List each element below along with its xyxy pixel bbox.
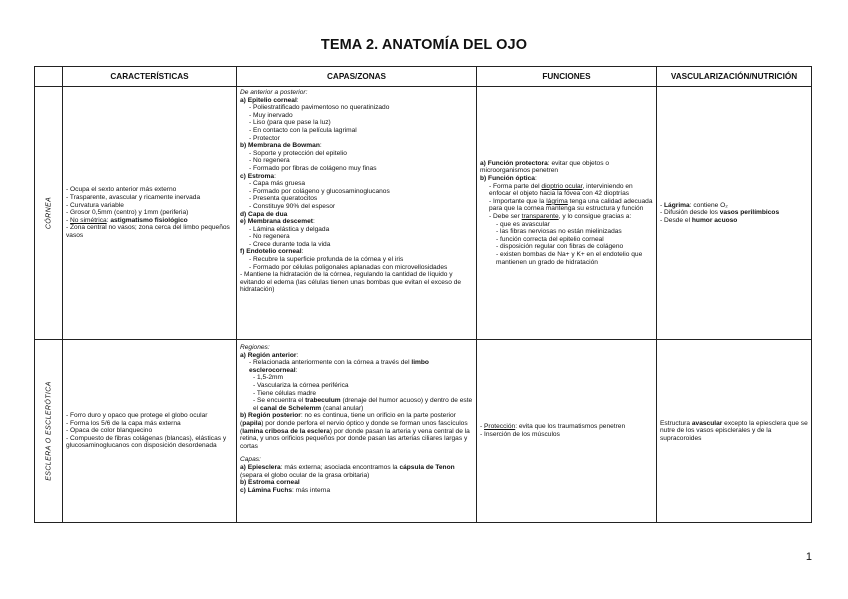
header-vascularizacion: VASCULARIZACIÓN/NUTRICIÓN [657, 67, 812, 87]
list-item: - Lágrima: contiene O₂ [660, 201, 728, 209]
list-item: - Liso (para que pase la luz) [249, 119, 331, 127]
list-item: - Opaca de color blanquecino [66, 427, 153, 435]
list-item: a) Función protectora: evitar que objetos o microorganismos penetren [480, 159, 609, 175]
page-number: 1 [805, 551, 812, 563]
list-item: - Crece durante toda la vida [249, 240, 331, 248]
list-item: - Inserción de los músculos [480, 431, 560, 438]
list-item: - Importante que la lágrima tenga una calidad adecuada para que la cornea mantenga su estructura y función [489, 197, 653, 213]
list-item: - Vasculariza la córnea periférica [253, 381, 349, 389]
list-item: - Zona central no vasos; zona cerca del limbo pequeños vasos [66, 224, 230, 239]
list-item: b) Estroma corneal [240, 479, 300, 487]
list-item: - Recubre la superficie profunda de la córnea y el iris [249, 256, 404, 264]
capa-heading: d) Capa de dua [240, 210, 288, 218]
list-item: - Trasparente, avascular y ricamente inervada [66, 194, 201, 202]
esclera-caracteristicas [63, 340, 237, 523]
list-item: Estructura avascular excepto la epiesclera que se nutre de los vasos episclerales y de la supracoroides [660, 419, 808, 442]
list-item: - Tiene células madre [253, 389, 317, 397]
esclera-label-cell [35, 340, 63, 523]
list-item: c) Lámina Fuchs: más interna [240, 486, 331, 494]
list-item: - Formado por colágeno y glucosaminoglucanos [249, 187, 390, 195]
cornea-funciones [477, 87, 657, 340]
page-title: TEMA 2. ANATOMÍA DEL OJO [320, 37, 528, 53]
list-item: - función correcta del epitelio corneal [496, 235, 604, 243]
list-item: - Debe ser transparente, y lo consigue gracias a: [489, 213, 632, 220]
list-item: - Relacionada anteriormente con la córnea a través del limbo esclerocorneal: [249, 359, 429, 374]
list-item: - existen bombas de Na+ y K+ en el endotelio que mantienen un grado de hidratación [496, 250, 643, 266]
list-item: - Formado por células poligonales aplanadas con microvellosidades [249, 263, 448, 271]
list-item: - En contacto con la película lagrimal [249, 126, 357, 134]
cornea-label-cell [35, 87, 63, 340]
list-item: b) Función óptica: [480, 175, 537, 183]
list-item: - Compuesto de fibras colágenas (blancas), elásticas y glucosaminoglucanos con disposición desordenada [66, 434, 227, 450]
capa-heading: c) Estroma: [240, 172, 276, 180]
list-item: - Grosor 0,5mm (centro) y 1mm (periferia) [66, 209, 189, 217]
regiones-label: Regiones: [240, 344, 270, 351]
list-item: - Poliestratificado pavimentoso no queratinizado [249, 104, 390, 112]
esclera-capas [237, 340, 477, 523]
list-item: - Ocupa el sexto anterior más externo [66, 186, 177, 194]
list-item: - Desde el humor acuoso [660, 216, 738, 224]
list-item: - Muy inervado [249, 111, 293, 119]
list-item: - disposición regular con fibras de colágeno [496, 243, 624, 251]
list-item: - Formado por fibras de colágeno muy finas [249, 164, 377, 172]
esclera-label: ESCLERA O ESCLERÓTICA [45, 381, 52, 481]
list-item: - Constituye 90% del espesor [249, 202, 336, 210]
capa-heading: b) Membrana de Bowman: [240, 142, 322, 150]
header-caracteristicas: CARACTERÍSTICAS [63, 67, 237, 87]
list-item: - Protección: evita que los traumatismos penetren [480, 423, 626, 431]
esclera-funciones [477, 340, 657, 523]
list-item: - que es avascular [496, 220, 550, 228]
cornea-capas [237, 87, 477, 340]
list-item: - No regenera [249, 157, 290, 165]
header-empty [35, 67, 63, 87]
esclera-vascularizacion [657, 340, 812, 523]
list-item: b) Región posterior: no es continua, tiene un orificio en la parte posterior (papila) por donde perfora el nervio óptico y donde se forman unos fascículos (lamina cribosa de la esclera) por donde pasan la arteria y vena central de la retina, y unos orificios pequeños por donde pasan las arterias ciliares largas y cortas [240, 412, 470, 450]
header-row [35, 67, 812, 87]
capa-heading: f) Endotelio corneal: [240, 248, 304, 256]
list-item: - Forma parte del dioptrio ocular, interviniendo en enfocar el objeto hacia la fóvea con 42 dioptrías [489, 182, 633, 198]
cornea-label: CÓRNEA [45, 196, 52, 230]
anatomy-table [34, 66, 812, 523]
list-item: - Forro duro y opaco que protege el globo ocular [66, 412, 208, 420]
capas-label: Capas: [240, 456, 261, 464]
capa-heading: a) Región anterior: [240, 351, 299, 359]
list-item: - 1,5-2mm [253, 374, 284, 382]
capa-heading: e) Membrana descemet: [240, 218, 315, 226]
capa-heading: a) Epitelio corneal: [240, 96, 299, 104]
list-item: a) Epiesclera: más externa; asociada encontramos la cápsula de Tenon (separa el globo ocular de la grasa orbitaria) [240, 463, 455, 479]
list-item: - No regenera [249, 233, 290, 241]
cornea-row [35, 87, 812, 340]
header-capas: CAPAS/ZONAS [237, 67, 477, 87]
list-item: - Curvatura variable [66, 201, 124, 209]
list-item: - las fibras nerviosas no están mielinizadas [496, 228, 622, 236]
list-item: - Forma los 5/6 de la capa más externa [66, 419, 181, 427]
list-item: - Mantiene la hidratación de la córnea, regulando la cantidad de líquido y evitando el edema (las células tienen unas bombas que evitan el exceso de hidratación) [240, 271, 462, 294]
list-item: - Soporte y protección del epitelio [249, 149, 347, 157]
header-funciones: FUNCIONES [477, 67, 657, 87]
cornea-caracteristicas [63, 87, 237, 340]
list-item: - Protector [249, 134, 280, 142]
list-item: - Difusión desde los vasos perilímbicos [660, 209, 780, 217]
list-item: - No simétrica: astigmatismo fisiológico [66, 216, 188, 224]
capas-intro: De anterior a posterior: [240, 89, 308, 96]
list-item: - Lámina elástica y delgada [249, 225, 330, 233]
cornea-vascularizacion [657, 87, 812, 340]
list-item: - Presenta queratocitos [249, 195, 318, 203]
list-item: - Capa más gruesa [249, 180, 306, 188]
list-item: - Se encuentra el trabeculum (drenaje del humor acuoso) y dentro de este el canal de Schelemm (canal anular) [253, 397, 473, 412]
esclera-row [35, 340, 812, 523]
